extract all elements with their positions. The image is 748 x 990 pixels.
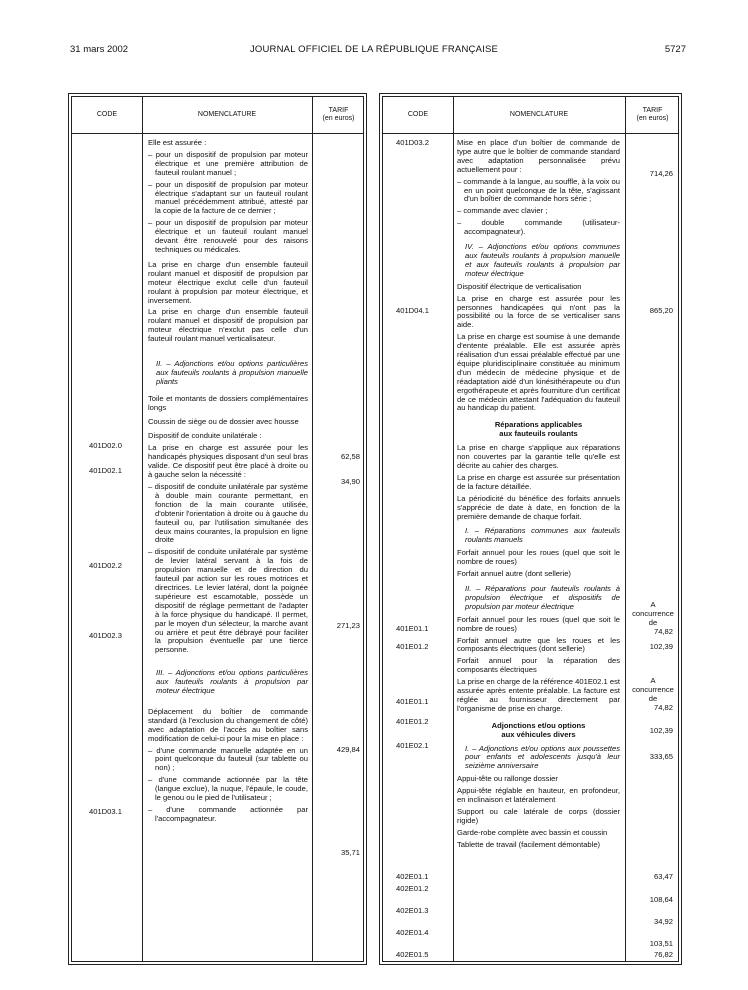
- section-heading: IV. – Adjonctions et/ou options communes aux fauteuils roulants à propulsion manuelle et aux fauteuils roulants à propulsion par moteur électrique: [465, 242, 620, 278]
- text: Forfait annuel autre (dont sellerie): [457, 569, 571, 579]
- code-cell: 402E01.4: [396, 928, 429, 937]
- col-header-code: CODE: [407, 111, 429, 118]
- section-heading: I. – Réparations communes aux fauteuils roulants manuels: [465, 526, 620, 545]
- text: La prise en charge d'un ensemble fauteuil roulant manuel et dispositif de propulsion par moteur électrique n'exclut pas celle d'un fauteuil roulant manuel verticalisateur.: [148, 307, 308, 344]
- tarif-cell: 74,82: [653, 703, 673, 712]
- text: – double commande (utilisateur-accompagnateur).: [457, 218, 620, 237]
- text: – pour un dispositif de propulsion par moteur électrique s'adaptant sur un fauteuil roulant manuel précédemment attribué, attesté par la copie de la facture de ce dernier ;: [148, 179, 308, 216]
- left-table: [71, 96, 364, 962]
- tarif-cell: 429,84: [336, 745, 360, 754]
- section-title: Réparations applicables: [494, 420, 583, 430]
- code-cell: 401E01.1: [396, 624, 429, 633]
- tarif-cell: 62,58: [340, 452, 360, 461]
- text: La prise en charge est soumise à une demande d'entente préalable. Elle est assurée après réalisation d'un essai préalable effectué par une équipe pluridisciplinaire constituée au minimum d'un médecin de médecine physique et de réadaptation aidé d'un kinésithérapeute ou d'un ergothérapeute et après fourniture d'un certificat de ce médecin attestant l'adéquation du fauteuil au handicap du patient.: [457, 332, 620, 413]
- text: Forfait annuel pour les roues (quel que soit le nombre de roues): [457, 548, 620, 567]
- col-header-tarif: TARIF (en euros): [636, 107, 669, 122]
- text: Garde-robe complète avec bassin et coussin: [457, 827, 608, 837]
- text: – d'une commande actionnée par la tête (langue exclue), la nuque, l'épaule, le coude, le genou ou le pied de l'utilisateur ;: [148, 775, 308, 803]
- text: Dispositif de conduite unilatérale :: [148, 431, 262, 441]
- text: – commande avec clavier ;: [457, 206, 548, 216]
- right-table: [382, 96, 679, 962]
- tarif-cell: 34,90: [340, 477, 360, 486]
- code-cell: 402E01.1: [396, 872, 429, 881]
- text: La prise en charge est assurée pour les personnes handicapées qui n'ont pas la possibilité ou la force de se verticaliser sans aide.: [457, 293, 620, 330]
- text: Tablette de travail (facilement démontable): [457, 839, 601, 849]
- tarif-cell: 333,65: [649, 752, 673, 761]
- tarif-cell: 63,47: [653, 872, 673, 881]
- text: – dispositif de conduite unilatérale par système à double main courante permettant, en fonction de la main courante utilisée, d'obtenir l'orientation à droite ou à gauche du fauteuil ou, par l'utilisation simultanée des deux mains courantes, la propulsion en ligne droite: [148, 482, 308, 545]
- text: Support ou cale latérale de corps (dossier rigide): [457, 807, 620, 825]
- tarif-note: A concurrence de: [632, 676, 674, 703]
- text: – commande à la langue, au souffle, à la voix ou en un point quelconque de la tête, s'agissant d'un boîtier de commande hors série ;: [457, 176, 620, 204]
- code-cell: 401E01.2: [396, 717, 429, 726]
- code-cell: 401D02.2: [89, 561, 122, 570]
- section-heading: I. – Adjonctions et/ou options aux poussettes pour enfants et adolescents jusqu'à leur seizième anniversaire: [465, 743, 620, 771]
- col-header-tarif: TARIF (en euros): [322, 107, 355, 122]
- tarif-cell: 102,39: [649, 726, 673, 735]
- tarif-cell: 35,71: [340, 848, 360, 857]
- col-header-nomenclature: NOMENCLATURE: [509, 111, 569, 118]
- tarif-cell: 103,51: [649, 939, 673, 948]
- text: – pour un dispositif de propulsion par moteur électrique et une première attribution de fauteuil roulant manuel ;: [148, 149, 308, 177]
- code-cell: 401E01.2: [396, 642, 429, 651]
- text: La périodicité du bénéfice des forfaits annuels s'apprécie de date à date, en fonction de la première demande de chaque forfait.: [457, 493, 620, 521]
- code-cell: 402E01.5: [396, 950, 429, 959]
- tarif-note: A concurrence de: [632, 600, 674, 627]
- code-cell: 401D03.2: [396, 138, 429, 147]
- code-cell: 401D03.1: [89, 807, 122, 816]
- text: Toile et montants de dossiers complémentaires longs: [148, 393, 308, 412]
- header-journal-title: JOURNAL OFFICIEL DE LA RÉPUBLIQUE FRANÇAISE: [249, 44, 499, 55]
- section-heading: III. – Adjonctions et/ou options particulières aux fauteuils roulants à propulsion par moteur électrique: [156, 668, 308, 696]
- tarif-cell: 271,23: [336, 621, 360, 630]
- col-header-code: CODE: [96, 111, 118, 118]
- text: – dispositif de conduite unilatérale par système de levier latéral servant à la fois de propulsion manuelle et de direction du fauteuil par action sur les roues motrices et directrices. Le levier latéral, dont la poignée supérieure est escamotable, possède un dispositif de réglage permettant de l'adapter à la force physique du handicapé. Il permet, par le moyen d'un sélecteur, la marche avant ou arrière et peut être débrayé pour faciliter la propulsion éventuelle par une tierce personne.: [148, 547, 308, 655]
- text: Forfait annuel pour les roues (quel que soit le nombre de roues): [457, 614, 620, 633]
- text: – d'une commande manuelle adaptée en un point quelconque du fauteuil (sur tablette ou non) ;: [148, 745, 308, 773]
- text: Appui-tête réglable en hauteur, en profondeur, en inclinaison et latéralement: [457, 786, 620, 805]
- section-title: aux fauteuils roulants: [499, 429, 578, 439]
- code-cell: 401E01.1: [396, 697, 429, 706]
- code-cell: 401E02.1: [396, 741, 429, 750]
- text: Dispositif électrique de verticalisation: [457, 281, 582, 291]
- code-cell: 401D02.0: [89, 441, 122, 450]
- header-date: 31 mars 2002: [70, 44, 129, 55]
- code-cell: 402E01.3: [396, 906, 429, 915]
- tarif-cell: 108,64: [649, 895, 673, 904]
- running-header: [0, 44, 748, 58]
- section-heading: II. – Adjonctions et/ou options particulières aux fauteuils roulants à propulsion manuelle pliants: [156, 359, 308, 386]
- code-cell: 401D02.1: [89, 466, 122, 475]
- tarif-cell: 865,20: [649, 306, 673, 315]
- text: La prise en charge est assurée sur présentation de la facture détaillée.: [457, 472, 620, 491]
- section-heading: II. – Réparations pour fauteuils roulants à propulsion électrique et dispositifs de propulsion par moteur électrique: [465, 583, 620, 611]
- text: Forfait annuel autre que les roues et les composants électriques (dont sellerie): [457, 635, 620, 654]
- header-page-number: 5727: [664, 44, 686, 55]
- left-table-header: [72, 97, 363, 134]
- text: La prise en charge de la référence 401E02.1 est assurée après entente préalable. La facture est réglée au fournisseur directement par l'organisme de prise en charge.: [457, 677, 620, 713]
- text: La prise en charge d'un ensemble fauteuil roulant manuel et dispositif de propulsion par moteur électrique exclut celle d'un fauteuil roulant à propulsion par moteur électrique, et inversement.: [148, 259, 308, 305]
- text: La prise en charge s'applique aux réparations non couvertes par la garantie telle qu'elle est décrite au cahier des charges.: [457, 443, 620, 470]
- tarif-cell: 102,39: [649, 642, 673, 651]
- text: Mise en place d'un boîtier de commande de type autre que le boîtier de commande standard avec adaptation personnalisée prévu actuellement pour :: [457, 138, 620, 174]
- text: – pour un dispositif de propulsion par moteur électrique et un fauteuil roulant manuel devant être renouvelé pour des raisons techniques ou médicales.: [148, 218, 308, 254]
- tarif-cell: 74,82: [653, 627, 673, 636]
- col-header-nomenclature: NOMENCLATURE: [197, 111, 257, 118]
- tarif-cell: 34,92: [653, 917, 673, 926]
- text: Forfait annuel pour la réparation des composants électriques: [457, 656, 620, 675]
- text: Déplacement du boîtier de commande standard (à l'exclusion du changement de côté) avec adaptation de l'accès au boîtier sans modification de celui-ci pour la mise en place :: [148, 706, 308, 743]
- code-cell: 402E01.2: [396, 884, 429, 893]
- right-table-header: [383, 97, 678, 134]
- text: – d'une commande actionnée par l'accompagnateur.: [148, 805, 308, 823]
- text: Elle est assurée :: [148, 138, 207, 147]
- right-nomenclature-column: [457, 137, 620, 853]
- left-nomenclature-column: [148, 137, 308, 827]
- section-title: aux véhicules divers: [501, 729, 576, 739]
- tarif-cell: 714,26: [649, 169, 673, 178]
- text: Coussin de siège ou de dossier avec housse: [148, 416, 299, 426]
- text: La prise en charge est assurée pour les handicapés physiques disposant d'un seul bras valide. Ce dispositif peut être placé à droite ou à gauche selon la nécessité :: [148, 443, 308, 480]
- code-cell: 401D04.1: [396, 306, 429, 315]
- section-title: Adjonctions et/ou options: [491, 720, 586, 730]
- text: Appui-tête ou rallonge dossier: [457, 774, 558, 784]
- tarif-cell: 76,82: [653, 950, 673, 959]
- code-cell: 401D02.3: [89, 631, 122, 640]
